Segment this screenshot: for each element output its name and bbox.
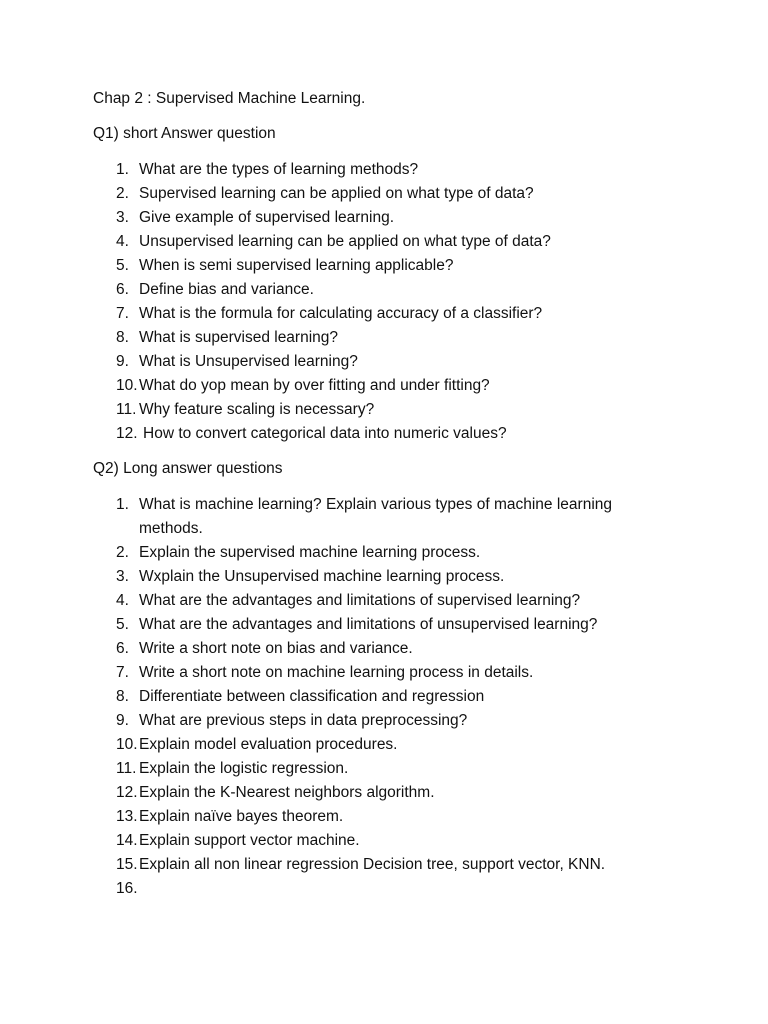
item-number: 12.: [116, 784, 138, 801]
item-text: Differentiate between classification and regression: [139, 688, 485, 705]
item-text: What are the types of learning methods?: [139, 161, 419, 178]
list-item: [0, 733, 768, 757]
item-number: 2.: [116, 185, 129, 202]
item-number: 9.: [116, 712, 129, 729]
item-number: 1.: [116, 161, 129, 178]
item-text: What are previous steps in data preprocessing?: [139, 712, 468, 729]
item-number: 16.: [116, 880, 138, 897]
item-text: Explain all non linear regression Decision tree, support vector, KNN.: [139, 856, 606, 873]
item-number: 10.: [116, 736, 138, 753]
item-number: 5.: [116, 616, 129, 633]
list-item: [0, 589, 768, 613]
item-number: 3.: [116, 209, 129, 226]
list-item: [0, 182, 768, 206]
item-number: 6.: [116, 640, 129, 657]
item-number: 8.: [116, 329, 129, 346]
item-text: Unsupervised learning can be applied on what type of data?: [139, 233, 551, 250]
item-text: How to convert categorical data into numeric values?: [143, 425, 507, 442]
item-number: 1.: [116, 496, 129, 513]
item-number: 6.: [116, 281, 129, 298]
item-number: 7.: [116, 664, 129, 681]
item-text: Explain support vector machine.: [139, 832, 360, 849]
item-text: Write a short note on machine learning process in details.: [139, 664, 534, 681]
item-number: 3.: [116, 568, 129, 585]
list-item: [0, 757, 768, 781]
item-number: 9.: [116, 353, 129, 370]
list-item: [0, 493, 768, 541]
item-number: 5.: [116, 257, 129, 274]
list-item: [0, 398, 768, 422]
item-text: Explain the supervised machine learning process.: [139, 544, 481, 561]
list-item: [0, 350, 768, 374]
item-text: Wxplain the Unsupervised machine learning process.: [139, 568, 505, 585]
list-item: [0, 374, 768, 398]
list-item: [0, 326, 768, 350]
item-number: 13.: [116, 808, 138, 825]
list-item: [0, 565, 768, 589]
item-text: What is Unsupervised learning?: [139, 353, 358, 370]
list-item: [0, 158, 768, 182]
item-text: Supervised learning can be applied on what type of data?: [139, 185, 534, 202]
item-number: 7.: [116, 305, 129, 322]
item-number: 4.: [116, 592, 129, 609]
item-number: 2.: [116, 544, 129, 561]
item-text: Write a short note on bias and variance.: [139, 640, 413, 657]
long-answer-list: [0, 493, 768, 901]
item-text: Explain model evaluation procedures.: [139, 736, 398, 753]
item-number: 15.: [116, 856, 138, 873]
item-text: What are the advantages and limitations of unsupervised learning?: [139, 616, 598, 633]
list-item: [0, 541, 768, 565]
list-item: [0, 637, 768, 661]
item-number: 4.: [116, 233, 129, 250]
list-item: [0, 422, 768, 446]
item-number: 11.: [116, 760, 137, 777]
item-number: 10.: [116, 377, 138, 394]
item-text: Explain the K-Nearest neighbors algorithm.: [139, 784, 435, 801]
item-text: Define bias and variance.: [139, 281, 314, 298]
item-text: What is the formula for calculating accuracy of a classifier?: [139, 305, 543, 322]
list-item: [0, 254, 768, 278]
item-text: Why feature scaling is necessary?: [139, 401, 375, 418]
list-item: [0, 278, 768, 302]
item-number: 8.: [116, 688, 129, 705]
list-item: [0, 781, 768, 805]
list-item: [0, 206, 768, 230]
long-answer-heading: Q2) Long answer questions: [93, 460, 283, 477]
item-text: When is semi supervised learning applicable?: [139, 257, 454, 274]
item-number: 14.: [116, 832, 138, 849]
item-number: 11.: [116, 401, 137, 418]
list-item: [0, 302, 768, 326]
item-text: Explain naïve bayes theorem.: [139, 808, 344, 825]
item-text: What is machine learning? Explain various types of machine learning methods.: [139, 496, 612, 537]
list-item: [0, 877, 768, 901]
short-answer-heading: Q1) short Answer question: [93, 125, 276, 142]
item-number: 12.: [116, 425, 138, 442]
item-text: What is supervised learning?: [139, 329, 339, 346]
list-item: [0, 853, 768, 877]
chapter-title: Chap 2 : Supervised Machine Learning.: [93, 90, 366, 107]
item-text: What are the advantages and limitations of supervised learning?: [139, 592, 581, 609]
item-text: Give example of supervised learning.: [139, 209, 395, 226]
list-item: [0, 230, 768, 254]
list-item: [0, 613, 768, 637]
item-text: What do yop mean by over fitting and under fitting?: [139, 377, 490, 394]
item-text: Explain the logistic regression.: [139, 760, 349, 777]
list-item: [0, 829, 768, 853]
list-item: [0, 685, 768, 709]
short-answer-list: [0, 158, 768, 446]
list-item: [0, 709, 768, 733]
list-item: [0, 661, 768, 685]
list-item: [0, 805, 768, 829]
